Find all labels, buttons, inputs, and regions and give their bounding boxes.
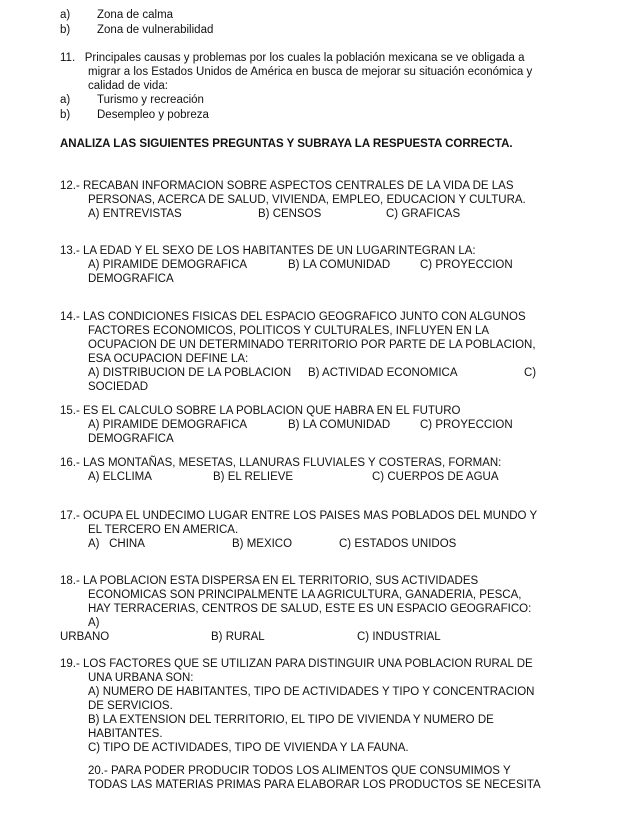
answer-option-a[interactable]: A) ENTREVISTAS [88, 208, 182, 220]
answer-option-b[interactable]: B) LA COMUNIDAD [288, 259, 391, 271]
answer-option-c[interactable]: C) [524, 367, 537, 379]
option-letter: a) [60, 9, 71, 21]
question-17-line: 17.- OCUPA EL UNDECIMO LUGAR ENTRE LOS PAISES MAS POBLADOS DEL MUNDO Y [60, 510, 538, 522]
option-letter: b) [60, 24, 71, 36]
question-18-line: HAY TERRACERIAS, CENTROS DE SALUD, ESTE ES UN ESPACIO GEOGRAFICO: [88, 603, 532, 615]
answer-option-b[interactable]: B) EL RELIEVE [213, 471, 294, 483]
answer-option-b[interactable]: B) LA EXTENSION DEL TERRITORIO, EL TIPO DE VIVIENDA Y NUMERO DE [88, 714, 494, 726]
question-20-line: TODAS LAS MATERIAS PRIMAS PARA ELABORAR LOS PRODUCTOS SE NECESITA [88, 779, 541, 791]
question-14-line: 14.- LAS CONDICIONES FISICAS DEL ESPACIO GEOGRAFICO JUNTO CON ALGUNOS [60, 311, 526, 323]
answer-option-a[interactable]: A) DISTRIBUCION DE LA POBLACION [88, 367, 292, 379]
question-13-line: 13.- LA EDAD Y EL SEXO DE LOS HABITANTES DE UN LUGARINTEGRAN LA: [60, 245, 476, 257]
answer-option-b[interactable]: B) LA COMUNIDAD [288, 419, 391, 431]
question-17-line: EL TERCERO EN AMERICA. [88, 524, 239, 536]
answer-option-c[interactable]: C) GRAFICAS [386, 208, 461, 220]
question-11-line: 11. Principales causas y problemas por los cuales la población mexicana se ve obligada a [60, 52, 525, 64]
option-text: Zona de vulnerabilidad [97, 24, 214, 36]
answer-option-a[interactable]: A) CHINA [88, 538, 145, 550]
question-14-line: OCUPACION DE UN DETERMINADO TERRITORIO POR PARTE DE LA POBLACION, [88, 339, 536, 351]
question-18-line: ECONOMICAS SON PRINCIPALMENTE LA AGRICULTURA, GANADERIA, PESCA, [88, 589, 522, 601]
question-19-line: 19.- LOS FACTORES QUE SE UTILIZAN PARA DISTINGUIR UNA POBLACION RURAL DE [60, 658, 533, 670]
question-11-line: migrar a los Estados Unidos de América en busca de mejorar su situación económica y [88, 66, 533, 78]
question-16-line: 16.- LAS MONTAÑAS, MESETAS, LLANURAS FLUVIALES Y COSTERAS, FORMAN: [60, 457, 502, 469]
answer-option-b[interactable]: B) CENSOS [258, 208, 322, 220]
question-18-line: 18.- LA POBLACION ESTA DISPERSA EN EL TERRITORIO, SUS ACTIVIDADES [60, 575, 479, 587]
answer-option-c[interactable]: C) TIPO DE ACTIVIDADES, TIPO DE VIVIENDA Y LA FAUNA. [88, 742, 409, 754]
question-13-line: DEMOGRAFICA [88, 273, 174, 285]
question-19-line: UNA URBANA SON: [88, 672, 194, 684]
instruction-heading: ANALIZA LAS SIGUIENTES PREGUNTAS Y SUBRAYA LA RESPUESTA CORRECTA. [60, 138, 513, 150]
answer-option-a[interactable]: A) ELCLIMA [88, 471, 152, 483]
answer-option-a-cont: DE SERVICIOS. [88, 700, 173, 712]
answer-option-a[interactable]: URBANO [60, 631, 110, 643]
answer-option-a[interactable]: A) NUMERO DE HABITANTES, TIPO DE ACTIVIDADES Y TIPO Y CONCENTRACION [88, 686, 535, 698]
answer-option-b-cont: HABITANTES. [88, 728, 163, 740]
answer-option-a[interactable]: A) PIRAMIDE DEMOGRAFICA [88, 419, 248, 431]
answer-option-c[interactable]: C) PROYECCION [420, 419, 513, 431]
question-12-line: PERSONAS, ACERCA DE SALUD, VIVIENDA, EMPLEO, EDUCACION Y CULTURA. [88, 194, 526, 206]
answer-option-b[interactable]: B) RURAL [211, 631, 265, 643]
question-14-line: FACTORES ECONOMICOS, POLITICOS Y CULTURALES, INFLUYEN EN LA [88, 325, 490, 337]
question-12-line: 12.- RECABAN INFORMACION SOBRE ASPECTOS CENTRALES DE LA VIDA DE LAS [60, 180, 514, 192]
question-11-line: calidad de vida: [88, 80, 168, 92]
option-text: Turismo y recreación [97, 94, 204, 106]
answer-option-b[interactable]: B) ACTIVIDAD ECONOMICA [308, 367, 458, 379]
answer-option-a[interactable]: A) PIRAMIDE DEMOGRAFICA [88, 259, 248, 271]
option-text: Desempleo y pobreza [97, 109, 209, 121]
question-15-line: 15.- ES EL CALCULO SOBRE LA POBLACION QUE HABRA EN EL FUTURO [60, 405, 461, 417]
answer-option-c[interactable]: C) INDUSTRIAL [357, 631, 441, 643]
question-20-line: 20.- PARA PODER PRODUCIR TODOS LOS ALIMENTOS QUE CONSUMIMOS Y [88, 765, 511, 777]
answer-option-c[interactable]: C) ESTADOS UNIDOS [339, 538, 457, 550]
question-14-line: ESA OCUPACION DEFINE LA: [88, 353, 249, 365]
answer-option-b[interactable]: B) MEXICO [232, 538, 293, 550]
question-15-line: DEMOGRAFICA [88, 433, 174, 445]
option-letter: b) [60, 109, 71, 121]
question-18-line: A) [88, 617, 100, 629]
option-text: Zona de calma [97, 9, 174, 21]
question-14-line: SOCIEDAD [88, 381, 149, 393]
answer-option-c[interactable]: C) CUERPOS DE AGUA [372, 471, 499, 483]
option-letter: a) [60, 94, 71, 106]
answer-option-c[interactable]: C) PROYECCION [420, 259, 513, 271]
